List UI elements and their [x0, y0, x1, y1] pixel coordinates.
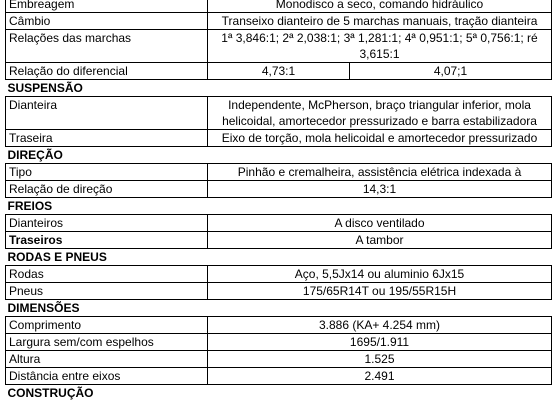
spec-sheet	[5, 0, 551, 401]
spec-label: Traseira	[6, 130, 208, 147]
section-header-partial	[6, 385, 552, 401]
section-title: SUSPENSÃO	[6, 80, 552, 97]
spec-label: Altura	[6, 351, 208, 368]
spec-label: Comprimento	[6, 317, 208, 334]
spec-table	[5, 0, 552, 401]
spec-label: Embreagem	[6, 0, 208, 13]
spec-value: Monodisco a seco, comando hidráulico	[208, 0, 552, 13]
section-header	[6, 300, 552, 317]
spec-value: 1695/1.911	[208, 334, 552, 351]
spec-value-2: 4,07;1	[350, 63, 552, 80]
spec-row	[6, 351, 552, 368]
spec-label: Largura sem/com espelhos	[6, 334, 208, 351]
spec-row	[6, 317, 552, 334]
spec-value-1: 4,73:1	[208, 63, 350, 80]
spec-label: Câmbio	[6, 13, 208, 30]
spec-value: Independente, McPherson, braço triangular inferior, mola helicoidal, amortecedor pressurizado e barra estabilizadora	[208, 97, 552, 130]
spec-value: 2.491	[208, 368, 552, 385]
section-header	[6, 249, 552, 266]
section-title: DIMENSÕES	[6, 300, 552, 317]
section-title: DIREÇÃO	[6, 147, 552, 164]
spec-value: Pinhão e cremalheira, assistência elétrica indexada à	[208, 164, 552, 181]
spec-label: Distância entre eixos	[6, 368, 208, 385]
spec-value: 14,3:1	[208, 181, 552, 198]
spec-row	[6, 368, 552, 385]
section-header	[6, 147, 552, 164]
section-title: CONSTRUÇÃO	[6, 385, 552, 401]
spec-row	[6, 283, 552, 300]
spec-row	[6, 181, 552, 198]
spec-value: 3.886 (KA+ 4.254 mm)	[208, 317, 552, 334]
spec-label: Dianteiros	[6, 215, 208, 232]
spec-value: 1.525	[208, 351, 552, 368]
spec-row	[6, 13, 552, 30]
section-title: FREIOS	[6, 198, 552, 215]
spec-label: Relação do diferencial	[6, 63, 208, 80]
spec-row	[6, 334, 552, 351]
section-title: RODAS E PNEUS	[6, 249, 552, 266]
spec-label: Tipo	[6, 164, 208, 181]
section-header	[6, 80, 552, 97]
spec-value: Eixo de torção, mola helicoidal e amortecedor pressurizado	[208, 130, 552, 147]
spec-row	[6, 164, 552, 181]
spec-row	[6, 0, 552, 13]
spec-row	[6, 130, 552, 147]
spec-value: Aço, 5,5Jx14 ou aluminio 6Jx15	[208, 266, 552, 283]
spec-row	[6, 215, 552, 232]
spec-label: Traseiros	[6, 232, 208, 249]
spec-row	[6, 232, 552, 249]
spec-label: Relação de direção	[6, 181, 208, 198]
spec-row	[6, 97, 552, 130]
spec-value: 175/65R14T ou 195/55R15H	[208, 283, 552, 300]
spec-label: Relações das marchas	[6, 30, 208, 63]
spec-row	[6, 30, 552, 63]
spec-value: A tambor	[208, 232, 552, 249]
spec-value: Transeixo dianteiro de 5 marchas manuais, tração dianteira	[208, 13, 552, 30]
spec-label: Rodas	[6, 266, 208, 283]
spec-value: 1ª 3,846:1; 2ª 2,038:1; 3ª 1,281:1; 4ª 0,951:1; 5ª 0,756:1; ré 3,615:1	[208, 30, 552, 63]
spec-row-diferencial	[6, 63, 552, 80]
spec-row	[6, 266, 552, 283]
spec-value: A disco ventilado	[208, 215, 552, 232]
spec-label: Pneus	[6, 283, 208, 300]
spec-label: Dianteira	[6, 97, 208, 130]
section-header	[6, 198, 552, 215]
